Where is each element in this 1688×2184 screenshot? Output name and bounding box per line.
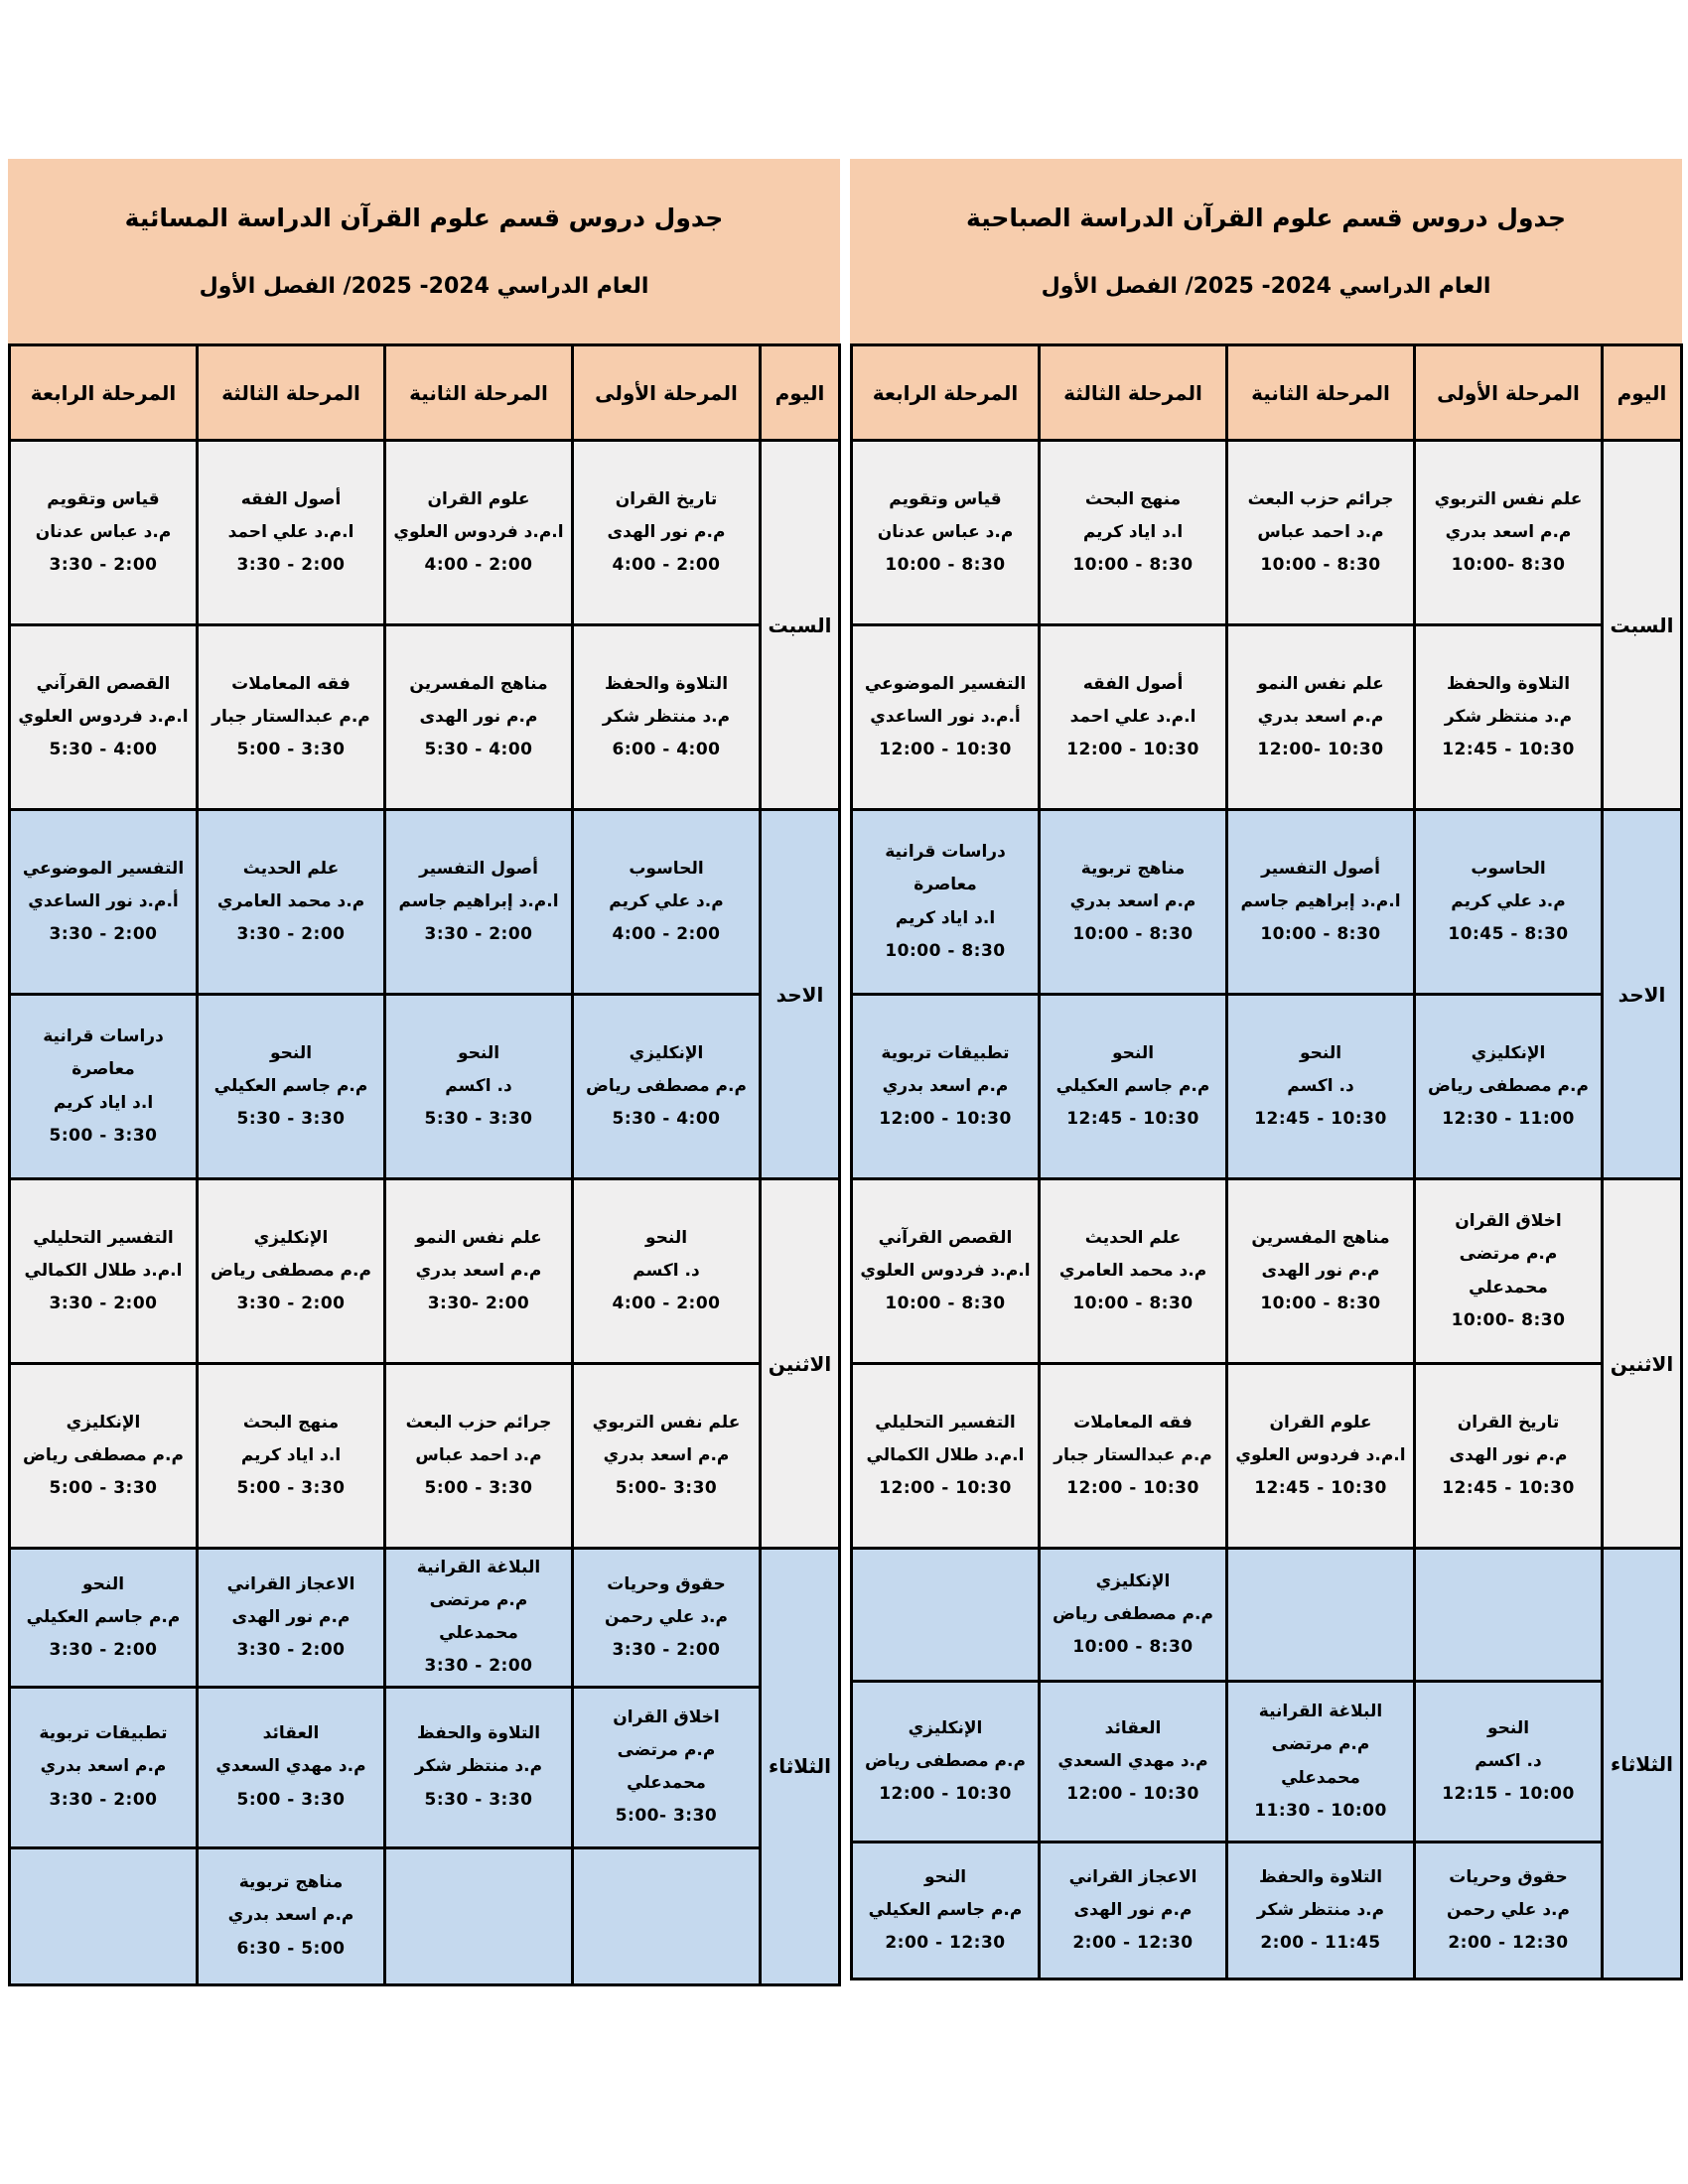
cell-teacher: ا.م.د علي احمد [1069, 706, 1196, 727]
cell-teacher: م.د منتظر شكر [602, 706, 731, 727]
cell-teacher: د. اكسم [633, 1260, 700, 1281]
cell-teacher: م.م نور الهدى [419, 706, 538, 727]
schedule-cell [198, 1549, 385, 1688]
cell-teacher: م.د علي رحمن [1447, 1899, 1570, 1920]
schedule-cell [1040, 1364, 1227, 1549]
cell-time: 3:30 - 2:00 [236, 1294, 346, 1314]
cell-subject: القصص القرآني [878, 1227, 1013, 1248]
schedule-cell [1415, 1179, 1603, 1364]
cell-time: 5:30 - 3:30 [236, 1109, 346, 1130]
cell-teacher: م.م اسعد بدري [40, 1756, 167, 1777]
cell-subject: النحو [81, 1573, 125, 1594]
cell-time: 12:00 - 10:30 [879, 1478, 1012, 1499]
cell-teacher: م.م نور الهدى [1449, 1444, 1568, 1465]
cell-subject: أصول الفقه [240, 488, 342, 509]
cell-time: 6:00 - 4:00 [612, 740, 721, 760]
evening-schedule [8, 159, 840, 1986]
day-cell-sunday: الاحد [761, 810, 840, 1179]
cell-subject: حقوق وحريات [1449, 1866, 1568, 1887]
cell-teacher: ا.م.د طلال الكمالي [866, 1444, 1025, 1465]
morning-schedule [850, 159, 1682, 1980]
column-header-stage4: المرحلة الرابعة [852, 345, 1040, 441]
cell-subject: الاعجاز القراني [1068, 1866, 1197, 1887]
schedule-cell [573, 810, 761, 995]
cell-subject: مناهج تربوية [238, 1872, 344, 1893]
cell-subject: فقه المعاملات [231, 673, 351, 694]
cell-teacher: م.د علي كريم [1451, 890, 1566, 911]
cell-time: 10:00 - 8:30 [885, 940, 1006, 961]
cell-time: 3:30 - 2:00 [424, 924, 533, 945]
cell-subject: قياس وتقويم [47, 488, 160, 509]
cell-time: 5:00- 3:30 [615, 1478, 718, 1499]
cell-subject: مناهج المفسرين [1251, 1227, 1390, 1248]
cell-time: 12:45 - 10:30 [1254, 1109, 1387, 1130]
schedule-cell [10, 1549, 198, 1688]
schedule-cell [852, 810, 1040, 995]
cell-subject: دراسات قرانية معاصرة [885, 842, 1006, 895]
schedule-cell [198, 1179, 385, 1364]
cell-time: 5:00 - 3:30 [49, 1478, 158, 1499]
cell-subject: تطبيقات تربوية [39, 1723, 168, 1744]
schedule-cell [385, 1687, 573, 1847]
cell-teacher: ا.م.د فردوس العلوي [393, 521, 564, 542]
cell-teacher: أ.م.د نور الساعدي [28, 890, 179, 911]
cell-teacher: ا.م.د فردوس العلوي [1235, 1444, 1406, 1465]
cell-subject: التفسير الموضوعي [22, 858, 185, 879]
schedule-cell [1227, 1682, 1415, 1843]
cell-teacher: ا.د اياد كريم [240, 1444, 342, 1465]
cell-subject: النحو [1299, 1042, 1342, 1063]
cell-subject: جرائم حزب البعث [405, 1412, 552, 1433]
cell-time: 10:45 - 8:30 [1448, 924, 1569, 945]
cell-subject: النحو [923, 1866, 967, 1887]
schedule-cell [1227, 441, 1415, 625]
cell-subject: البلاغة القرانية [1258, 1702, 1383, 1722]
schedule-cell [573, 1687, 761, 1847]
cell-subject: علم نفس التربوي [1434, 488, 1583, 509]
cell-subject: التلاوة والحفظ [1446, 673, 1571, 694]
schedule-cell [852, 1682, 1040, 1843]
cell-subject: علم الحديث [242, 858, 340, 879]
cell-subject: علوم القران [1269, 1412, 1372, 1433]
column-header-day: اليوم [761, 345, 840, 441]
cell-time: 12:00 - 10:30 [1066, 1784, 1199, 1805]
cell-teacher: م.م اسعد بدري [603, 1444, 730, 1465]
cell-time: 10:00 - 8:30 [1260, 924, 1381, 945]
cell-time: 2:00 - 11:45 [1260, 1933, 1381, 1954]
cell-teacher: م.د احمد عباس [1257, 521, 1384, 542]
column-header-stage3: المرحلة الثالثة [198, 345, 385, 441]
cell-subject: علم الحديث [1084, 1227, 1182, 1248]
schedule-cell [1415, 1843, 1603, 1979]
cell-teacher: م.م مصطفى رياض [211, 1260, 371, 1281]
cell-subject: الإنكليزي [908, 1717, 983, 1738]
cell-time: 10:00 - 8:30 [885, 555, 1006, 576]
schedule-cell [10, 995, 198, 1179]
schedule-cell-empty [1227, 1549, 1415, 1682]
cell-time: 3:30 - 2:00 [236, 555, 346, 576]
cell-time: 10:00- 8:30 [1451, 555, 1566, 576]
schedule-cell [1040, 995, 1227, 1179]
cell-teacher: م.م اسعد بدري [1445, 521, 1572, 542]
cell-time: 2:00 - 12:30 [1448, 1933, 1569, 1954]
schedule-cell [1415, 625, 1603, 810]
morning-schedule-table [850, 343, 1683, 1980]
cell-subject: الإنكليزي [66, 1412, 141, 1433]
cell-subject: أصول التفسير [1261, 858, 1380, 879]
cell-teacher: م.م نور الهدى [231, 1606, 351, 1627]
cell-time: 4:00 - 2:00 [612, 1294, 721, 1314]
cell-teacher: م.م مرتضى محمدعلي [1459, 1244, 1558, 1297]
cell-teacher: ا.د اياد كريم [53, 1092, 154, 1113]
schedule-cell [385, 441, 573, 625]
cell-subject: النحو [1111, 1042, 1155, 1063]
cell-teacher: م.د عباس عدنان [877, 521, 1014, 542]
cell-subject: أصول التفسير [419, 858, 538, 879]
morning-academic-year: العام الدراسي 2024- 2025/ الفصل الأول [1041, 273, 1491, 299]
cell-time: 3:30 - 2:00 [612, 1639, 721, 1660]
cell-teacher: م.م مرتضى محمدعلي [429, 1590, 528, 1644]
cell-teacher: م.م جاسم العكيلي [1055, 1075, 1210, 1096]
schedule-cell [198, 1364, 385, 1549]
column-header-stage1: المرحلة الأولى [573, 345, 761, 441]
cell-subject: القصص القرآني [36, 673, 171, 694]
cell-teacher: م.م مصطفى رياض [1053, 1603, 1213, 1624]
schedule-cell [573, 1179, 761, 1364]
cell-time: 5:30 - 3:30 [424, 1109, 533, 1130]
day-cell-sunday: الاحد [1603, 810, 1682, 1179]
cell-subject: النحو [457, 1042, 500, 1063]
cell-time: 5:30 - 4:00 [612, 1109, 721, 1130]
cell-subject: التفسير التحليلي [33, 1227, 174, 1248]
cell-teacher: م.د منتظر شكر [1256, 1899, 1385, 1920]
cell-subject: التفسير التحليلي [875, 1412, 1016, 1433]
cell-subject: علم نفس النمو [1257, 673, 1384, 694]
cell-time: 3:30 - 2:00 [49, 555, 158, 576]
cell-subject: الإنكليزي [253, 1227, 329, 1248]
day-cell-monday: الاثنين [761, 1179, 840, 1549]
cell-time: 2:00 - 12:30 [1072, 1933, 1194, 1954]
schedule-cell [852, 441, 1040, 625]
cell-teacher: د. اكسم [1475, 1750, 1542, 1771]
cell-teacher: م.د عباس عدنان [35, 521, 172, 542]
cell-subject: دراسات قرانية معاصرة [43, 1026, 164, 1080]
cell-teacher: م.د محمد العامري [1058, 1260, 1207, 1281]
cell-teacher: م.د علي رحمن [605, 1606, 728, 1627]
cell-subject: فقه المعاملات [1073, 1412, 1193, 1433]
schedule-cell [1415, 1364, 1603, 1549]
cell-teacher: م.م اسعد بدري [882, 1075, 1009, 1096]
cell-time: 5:00 - 3:30 [236, 1789, 346, 1810]
cell-teacher: م.د منتظر شكر [1444, 706, 1573, 727]
cell-teacher: م.م جاسم العكيلي [868, 1899, 1023, 1920]
cell-time: 5:00 - 3:30 [49, 1125, 158, 1146]
cell-time: 4:00 - 2:00 [612, 924, 721, 945]
schedule-cell [1040, 625, 1227, 810]
cell-subject: اخلاق القران [1455, 1211, 1562, 1232]
cell-subject: الإنكليزي [1095, 1570, 1171, 1591]
cell-time: 12:00 - 10:30 [879, 1784, 1012, 1805]
schedule-cell [198, 810, 385, 995]
column-header-stage3: المرحلة الثالثة [1040, 345, 1227, 441]
cell-subject: مناهج تربوية [1080, 858, 1186, 879]
cell-time: 10:00 - 8:30 [1072, 1294, 1194, 1314]
schedule-cell [385, 995, 573, 1179]
schedule-cell [573, 625, 761, 810]
cell-subject: العقائد [1104, 1717, 1162, 1738]
cell-teacher: م.د علي كريم [609, 890, 724, 911]
column-header-day: اليوم [1603, 345, 1682, 441]
cell-teacher: م.د مهدي السعدي [215, 1756, 366, 1777]
cell-teacher: م.م جاسم العكيلي [26, 1606, 181, 1627]
schedule-cell [852, 1179, 1040, 1364]
cell-teacher: د. اكسم [1287, 1075, 1354, 1096]
cell-subject: الاعجاز القراني [226, 1573, 355, 1594]
cell-time: 3:30 - 2:00 [236, 924, 346, 945]
cell-subject: علوم القران [427, 488, 530, 509]
column-header-stage4: المرحلة الرابعة [10, 345, 198, 441]
schedule-cell-empty [852, 1549, 1040, 1682]
cell-time: 5:00 - 3:30 [424, 1478, 533, 1499]
cell-time: 3:30 - 2:00 [236, 1639, 346, 1660]
cell-teacher: م.م نور الهدى [1073, 1899, 1193, 1920]
schedule-cell [1227, 625, 1415, 810]
cell-time: 3:30 - 2:00 [49, 1789, 158, 1810]
cell-subject: مناهج المفسرين [409, 673, 548, 694]
cell-teacher: م.م اسعد بدري [1069, 890, 1196, 911]
cell-teacher: م.د احمد عباس [415, 1444, 542, 1465]
column-header-stage1: المرحلة الأولى [1415, 345, 1603, 441]
cell-teacher: ا.م.د فردوس العلوي [860, 1260, 1031, 1281]
cell-teacher: م.م مرتضى محمدعلي [1271, 1734, 1370, 1788]
schedule-cell [852, 1843, 1040, 1979]
schedule-cell [1040, 441, 1227, 625]
cell-teacher: ا.م.د إبراهيم جاسم [398, 890, 559, 911]
cell-time: 12:00 - 10:30 [1066, 1478, 1199, 1499]
cell-subject: النحو [1486, 1717, 1530, 1738]
cell-time: 5:30 - 4:00 [49, 740, 158, 760]
cell-time: 5:00- 3:30 [615, 1806, 718, 1827]
cell-time: 10:00- 8:30 [1451, 1309, 1566, 1330]
cell-teacher: م.م مصطفى رياض [586, 1075, 747, 1096]
morning-title: جدول دروس قسم علوم القرآن الدراسة الصباحية [966, 204, 1566, 233]
schedule-cell [10, 441, 198, 625]
cell-teacher: م.م اسعد بدري [415, 1260, 542, 1281]
cell-subject: علم نفس التربوي [592, 1412, 741, 1433]
cell-time: 3:30 - 2:00 [424, 1656, 533, 1677]
cell-time: 2:00 - 12:30 [885, 1933, 1006, 1954]
schedule-cell-empty [573, 1847, 761, 1984]
cell-time: 12:30 - 11:00 [1442, 1109, 1575, 1130]
cell-time: 3:30 - 2:00 [49, 924, 158, 945]
schedule-cell [385, 1549, 573, 1688]
cell-teacher: ا.د اياد كريم [895, 907, 996, 928]
schedule-cell [852, 995, 1040, 1179]
schedule-cell [10, 1364, 198, 1549]
cell-time: 12:00 - 10:30 [1066, 740, 1199, 760]
cell-teacher: ا.م.د إبراهيم جاسم [1240, 890, 1401, 911]
cell-teacher: م.د مهدي السعدي [1057, 1750, 1208, 1771]
schedule-cell [1040, 1179, 1227, 1364]
schedule-cell [10, 625, 198, 810]
cell-teacher: م.م عبدالستار جبار [211, 706, 370, 727]
cell-subject: التلاوة والحفظ [1258, 1866, 1383, 1887]
day-cell-tuesday: الثلاثاء [1603, 1549, 1682, 1979]
cell-teacher: م.م مرتضى محمدعلي [617, 1739, 716, 1794]
cell-subject: البلاغة القرانية [416, 1558, 541, 1577]
day-cell-monday: الاثنين [1603, 1179, 1682, 1549]
cell-teacher: م.م جاسم العكيلي [213, 1075, 368, 1096]
schedule-cell [1040, 1682, 1227, 1843]
schedule-cell [573, 1364, 761, 1549]
schedule-cell [1227, 1179, 1415, 1364]
cell-teacher: ا.م.د طلال الكمالي [24, 1260, 183, 1281]
cell-time: 10:00 - 8:30 [1072, 555, 1194, 576]
cell-teacher: ا.م.د فردوس العلوي [18, 706, 189, 727]
cell-subject: جرائم حزب البعث [1247, 488, 1394, 509]
schedule-cell [1415, 1682, 1603, 1843]
schedule-cell-empty [10, 1847, 198, 1984]
schedule-cell [1227, 1364, 1415, 1549]
schedule-cell [852, 625, 1040, 810]
cell-time: 6:30 - 5:00 [236, 1938, 346, 1959]
cell-teacher: م.د منتظر شكر [414, 1756, 543, 1777]
cell-time: 11:30 - 10:00 [1254, 1800, 1387, 1821]
cell-time: 4:00 - 2:00 [612, 555, 721, 576]
cell-subject: حقوق وحريات [607, 1573, 726, 1594]
schedule-cell [385, 810, 573, 995]
cell-time: 12:00 - 10:30 [879, 740, 1012, 760]
cell-time: 12:00 - 10:30 [879, 1109, 1012, 1130]
day-cell-tuesday: الثلاثاء [761, 1549, 840, 1985]
cell-subject: قياس وتقويم [889, 488, 1002, 509]
cell-teacher: م.م اسعد بدري [227, 1905, 354, 1926]
cell-subject: التلاوة والحفظ [416, 1723, 541, 1744]
cell-teacher: ا.م.د علي احمد [227, 521, 354, 542]
schedule-cell [198, 995, 385, 1179]
cell-teacher: م.م مصطفى رياض [865, 1750, 1026, 1771]
schedule-cell [1415, 441, 1603, 625]
schedule-cell [573, 441, 761, 625]
cell-time: 5:30 - 4:00 [424, 740, 533, 760]
cell-subject: منهج البحث [242, 1412, 340, 1433]
cell-teacher: م.م مصطفى رياض [23, 1444, 184, 1465]
schedule-cell [1040, 810, 1227, 995]
cell-time: 12:45 - 10:30 [1066, 1109, 1199, 1130]
day-cell-saturday: السبت [761, 441, 840, 810]
schedule-cell [385, 1179, 573, 1364]
schedule-cell [10, 1687, 198, 1847]
cell-time: 10:00 - 8:30 [1260, 1294, 1381, 1314]
cell-subject: العقائد [262, 1723, 320, 1744]
schedule-cell [10, 810, 198, 995]
cell-subject: اخلاق القران [613, 1706, 720, 1727]
cell-time: 12:00- 10:30 [1257, 740, 1384, 760]
schedule-cell [385, 625, 573, 810]
schedule-cell [1415, 810, 1603, 995]
cell-teacher: د. اكسم [445, 1075, 512, 1096]
schedule-cell [573, 1549, 761, 1688]
cell-subject: النحو [644, 1227, 688, 1248]
schedule-cell [10, 1179, 198, 1364]
cell-subject: علم نفس النمو [415, 1227, 542, 1248]
cell-time: 10:00 - 8:30 [1072, 924, 1194, 945]
cell-subject: الإنكليزي [629, 1042, 704, 1063]
schedule-cell [385, 1364, 573, 1549]
cell-subject: التفسير الموضوعي [864, 673, 1027, 694]
cell-teacher: م.د محمد العامري [216, 890, 365, 911]
cell-subject: تطبيقات تربوية [881, 1042, 1010, 1063]
cell-subject: تاريخ القران [1457, 1412, 1560, 1433]
cell-time: 3:30- 2:00 [427, 1294, 530, 1314]
schedule-cell [852, 1364, 1040, 1549]
cell-teacher: م.م نور الهدى [607, 521, 726, 542]
cell-time: 10:00 - 8:30 [1072, 1637, 1194, 1658]
schedule-cell [198, 625, 385, 810]
schedule-cell [1227, 810, 1415, 995]
cell-subject: التلاوة والحفظ [604, 673, 729, 694]
morning-title-band [850, 159, 1682, 343]
cell-subject: تاريخ القران [615, 488, 718, 509]
schedule-cell [1227, 1843, 1415, 1979]
cell-time: 12:45 - 10:30 [1254, 1478, 1387, 1499]
cell-time: 5:30 - 3:30 [424, 1789, 533, 1810]
schedule-cell-empty [1415, 1549, 1603, 1682]
schedule-cell [573, 995, 761, 1179]
schedule-cell [198, 1687, 385, 1847]
cell-time: 3:30 - 2:00 [49, 1639, 158, 1660]
cell-time: 5:00 - 3:30 [236, 1478, 346, 1499]
schedule-cell [1040, 1549, 1227, 1682]
evening-schedule-table [8, 343, 841, 1986]
cell-teacher: م.م مصطفى رياض [1428, 1075, 1589, 1096]
cell-teacher: م.م اسعد بدري [1257, 706, 1384, 727]
column-header-stage2: المرحلة الثانية [1227, 345, 1415, 441]
cell-time: 10:00 - 8:30 [885, 1294, 1006, 1314]
evening-title: جدول دروس قسم علوم القرآن الدراسة المسائية [124, 204, 724, 233]
day-cell-saturday: السبت [1603, 441, 1682, 810]
cell-teacher: م.م عبدالستار جبار [1054, 1444, 1212, 1465]
column-header-stage2: المرحلة الثانية [385, 345, 573, 441]
schedule-cell [1227, 995, 1415, 1179]
cell-subject: الحاسوب [1471, 858, 1546, 879]
cell-subject: الإنكليزي [1471, 1042, 1546, 1063]
schedule-cell [1415, 995, 1603, 1179]
schedule-cell [198, 441, 385, 625]
cell-subject: النحو [269, 1042, 313, 1063]
cell-subject: أصول الفقه [1082, 673, 1184, 694]
cell-time: 5:00 - 3:30 [236, 740, 346, 760]
schedule-cell-empty [385, 1847, 573, 1984]
cell-time: 12:45 - 10:30 [1442, 1478, 1575, 1499]
cell-teacher: أ.م.د نور الساعدي [870, 706, 1021, 727]
evening-academic-year: العام الدراسي 2024- 2025/ الفصل الأول [199, 273, 649, 299]
cell-subject: منهج البحث [1084, 488, 1182, 509]
cell-time: 10:00 - 8:30 [1260, 555, 1381, 576]
cell-time: 4:00 - 2:00 [424, 555, 533, 576]
cell-time: 3:30 - 2:00 [49, 1294, 158, 1314]
cell-time: 12:15 - 10:00 [1442, 1784, 1575, 1805]
cell-teacher: م.م نور الهدى [1261, 1260, 1380, 1281]
evening-title-band [8, 159, 840, 343]
schedule-cell [198, 1847, 385, 1984]
cell-time: 12:45 - 10:30 [1442, 740, 1575, 760]
cell-subject: الحاسوب [629, 858, 704, 879]
cell-teacher: ا.د اياد كريم [1082, 521, 1184, 542]
schedule-cell [1040, 1843, 1227, 1979]
